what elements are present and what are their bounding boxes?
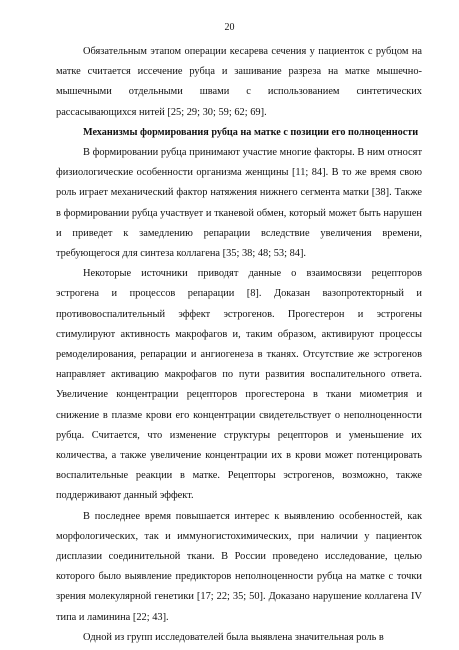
document-body [56,42,422,648]
page-number: 20 [224,22,235,33]
paragraph-scar-excision: Обязательным этапом операции кесарева сечения у пациенток с рубцом на матке считается иссечение рубца и зашивание разреза на матке мышечно-мышечными отдельными швами с использованием синтетических рассасывающихся нитей [25; 29; 30; 59; 62; 69]. [56,46,422,118]
paragraph-estrogen-receptors: Некоторые источники приводят данные о взаимосвязи рецепторов эстрогена и процессов репарации [8]. Доказан вазопротекторный и противовоспалительный эффект эстрогенов. Прогестерон и эстрогены стимулируют активность макрофагов и, таким образом, активируют процессы ремоделирования, репарации и ангиогенеза в тканях. Отсутствие же эстрогенов направляет активацию макрофагов по пути развития воспалительного ответа. Увеличение концентрации рецепторов прогестерона в ткани миометрия и снижение в плазме крови его концентрации свидетельствует о неполноценности рубца. Считается, что изменение структуры рецепторов и уменьшение их количества, а также увеличение концентрации их в крови может потенцировать воспалительные реакции в матке. Рецепторы эстрогенов, возможно, также поддерживают данный эффект. [56,268,422,502]
section-heading: Механизмы формирования рубца на матке с позиции его полноценности [83,126,419,138]
paragraph-connective-tissue: В последнее время повышается интерес к выявлению особенностей, как морфологических, так и иммуногистохимических, при наличии у пациенток дисплазии соединительной ткани. В России проведено исследование, целью которого было выявление предикторов неполноценности рубца на матке с точки зрения молекулярной генетики [17; 22; 35; 50]. Доказано нарушение коллагена IV типа и ламинина [22; 43]. [56,510,422,623]
paragraph-research-group: Одной из групп исследователей была выявлена значительная роль в [83,631,384,643]
paragraph-scar-factors: В формировании рубца принимают участие многие факторы. В ним относят физиологические особенности организма женщины [11; 84]. В то же время свою роль играет механический фактор натяжения нижнего сегмента матки [38]. Также в формировании рубца участвует и тканевой обмен, который может быть нарушен и приведет к замедлению репарации вследствие увеличения времени, требующегося для синтеза коллагена [35; 38; 48; 53; 84]. [56,147,422,260]
